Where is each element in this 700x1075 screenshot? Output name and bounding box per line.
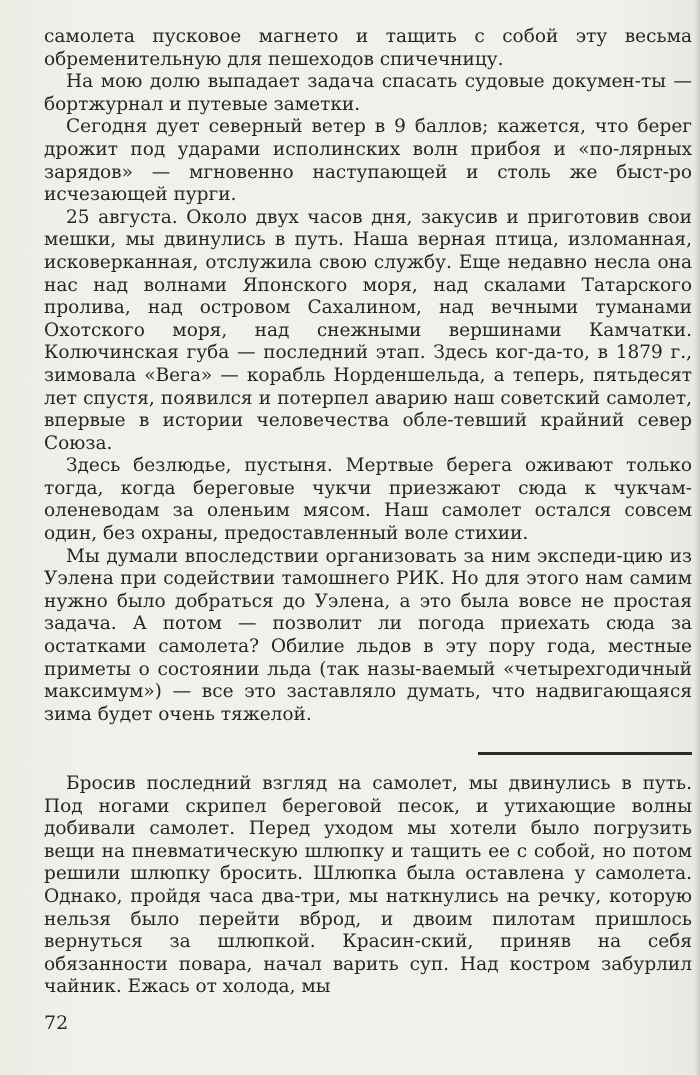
paragraph-4: 25 августа. Около двух часов дня, закусив и приготовив свои мешки, мы двинулись в путь. Наша верная птица, изломанная, исковерканная, отслужила свою службу. Еще недавно несла она нас над волнами Японского моря, над скалами Татарского пролива, над островом Сахалином, над вечными туманами Охотского моря, над снежными вершинами Камчатки. Колючинская губа — последний этап. Здесь ког-да-то, в 1879 г., зимовала «Вега» — корабль Норденшельда, а теперь, пятьдесят лет спустя, появился и потерпел аварию наш советский самолет, впервые в истории человечества обле-тевший крайний север Союза.: [44, 206, 692, 454]
paragraph-7: Бросив последний взгляд на самолет, мы двинулись в путь. Под ногами скрипел береговой песок, и утихающие волны добивали самолет. Перед уходом мы хотели было погрузить вещи на пневматическую шлюпку и тащить ее с собой, но потом решили шлюпку бросить. Шлюпка была оставлена у самолета. Однако, пройдя часа два-три, мы наткнулись на речку, которую нельзя было перейти вброд, и двоим пилотам пришлось вернуться за шлюпкой. Красин-ский, приняв на себя обязанности повара, начал варить суп. Над костром забурлил чайник. Ежась от холода, мы: [44, 773, 692, 998]
paragraph-5: Здесь безлюдье, пустыня. Мертвые берега оживают только тогда, когда береговые чукчи приезжают сюда к чукчам-оленеводам за оленьим мясом. Наш самолет остался совсем один, без охраны, предоставленный воле стихии.: [44, 455, 692, 545]
paragraph-6: Мы думали впоследствии организовать за ним экспеди-цию из Уэлена при содействии тамошнего РИК. Но для этого нам самим нужно было добраться до Уэлена, а это была вовсе не простая задача. А потом — позволит ли погода приехать сюда за остатками самолета? Обилие льдов в эту пору года, местные приметы о состоянии льда (так назы-ваемый «четырехгодичный максимум») — все это заставляло думать, что надвигающаяся зима будет очень тяжелой.: [44, 545, 692, 725]
paragraph-1: самолета пусковое магнето и тащить с собой эту весьма обременительную для пешеходов спичечницу.: [44, 26, 692, 70]
paragraph-3: Сегодня дует северный ветер в 9 баллов; кажется, что берег дрожит под ударами исполинских волн прибоя и «по-лярных зарядов» — мгновенно наступающей и столь же быст-ро исчезающей пурги.: [44, 116, 692, 206]
page-number: 72: [44, 1012, 69, 1034]
paragraph-2: На мою долю выпадает задача спасать судовые докумен-ты — бортжурнал и путевые заметки.: [44, 71, 692, 115]
lower-text-block: [44, 773, 692, 999]
section-divider: [478, 752, 692, 755]
page-edge-shadow: [694, 0, 700, 1075]
upper-text-block: [44, 26, 692, 726]
